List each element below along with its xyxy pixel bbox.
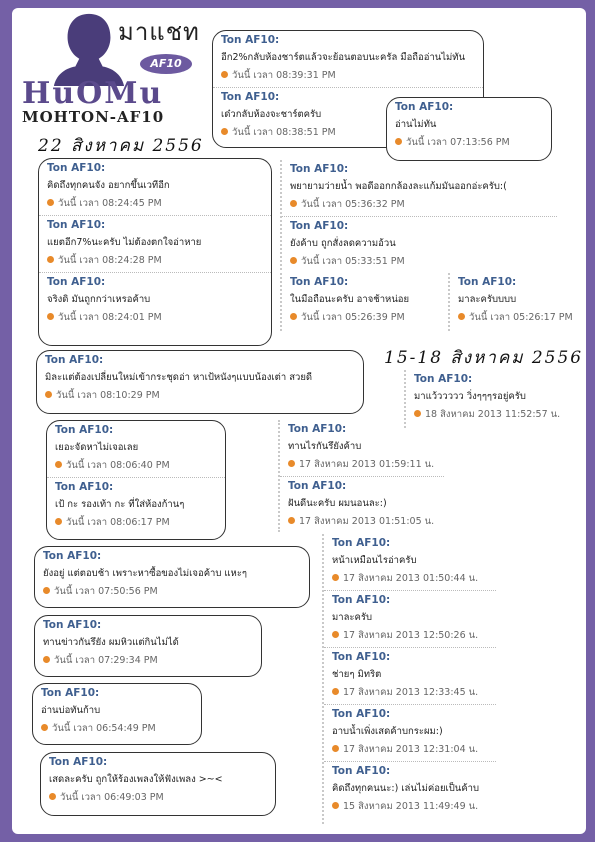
- timestamp: วันนี้ เวลา 08:24:01 PM: [58, 312, 162, 323]
- chat-message: [324, 648, 496, 705]
- timestamp: 17 สิงหาคม 2013 01:59:11 น.: [299, 459, 435, 470]
- timestamp: 17 สิงหาคม 2013 01:51:05 น.: [299, 516, 435, 527]
- username: Ton AF10:: [290, 163, 349, 175]
- message-text: คิดถึงทุกคนจัง อยากขึ้นเวทีอีก: [47, 180, 170, 191]
- chat-message: [324, 762, 496, 818]
- chat-message: [387, 98, 551, 154]
- chat-message: [47, 421, 225, 478]
- username: Ton AF10:: [290, 276, 349, 288]
- chat-group: [32, 683, 202, 745]
- chat-group: [280, 273, 438, 331]
- message-text: มาละครับ: [332, 612, 373, 623]
- message-text: ทานข่าวกันรึยัง ผมหิวแต่กินไม่ได้: [43, 637, 179, 648]
- message-text: ในมือถือนะครับ อาจช้าหน่อย: [290, 294, 410, 305]
- bullet-icon: [290, 313, 297, 320]
- chat-message: [280, 477, 444, 533]
- message-text: เด๋วกลับห้องจะชาร์ตครับ: [221, 109, 322, 120]
- message-text: อาบน้ำเพิ่งเสดค้าบกระผม:): [332, 726, 443, 737]
- bullet-icon: [332, 745, 339, 752]
- chat-message: [213, 31, 483, 88]
- username: Ton AF10:: [332, 537, 391, 549]
- chat-message: [47, 478, 225, 534]
- chat-message: [324, 705, 496, 762]
- message-text: พยายามว่ายน้ำ พอดีออกกล้องละแก้มมันออกอ่ะครับ:(: [290, 181, 507, 192]
- chat-message: [450, 273, 582, 329]
- username: Ton AF10:: [43, 619, 102, 631]
- bullet-icon: [332, 688, 339, 695]
- chat-group: [38, 158, 272, 346]
- timestamp: 15 สิงหาคม 2013 11:49:49 น.: [343, 801, 479, 812]
- username: Ton AF10:: [332, 765, 391, 777]
- username: Ton AF10:: [49, 756, 108, 768]
- bullet-icon: [47, 313, 54, 320]
- timestamp: วันนี้ เวลา 08:24:45 PM: [58, 198, 162, 209]
- chat-message: [324, 534, 496, 591]
- message-text: อ่านบ่อทันก้าบ: [41, 705, 101, 716]
- bullet-icon: [290, 257, 297, 264]
- message-text: ยังอยู่ แต่ตอบช้า เพราะหาซื้อของไม่เจอค้าบ แหะๆ: [43, 568, 248, 579]
- username: Ton AF10:: [41, 687, 100, 699]
- timestamp: วันนี้ เวลา 06:49:03 PM: [60, 792, 164, 803]
- message-text: มาละครับบบบ: [458, 294, 517, 305]
- timestamp: วันนี้ เวลา 05:33:51 PM: [301, 256, 405, 267]
- username: Ton AF10:: [288, 480, 347, 492]
- chat-message: [35, 616, 261, 672]
- logo-sub-text: MOHTON-AF10: [22, 108, 165, 126]
- timestamp: 17 สิงหาคม 2013 12:50:26 น.: [343, 630, 479, 641]
- chat-group: [36, 350, 364, 414]
- bullet-icon: [458, 313, 465, 320]
- username: Ton AF10:: [221, 91, 280, 103]
- username: Ton AF10:: [47, 276, 106, 288]
- chat-message: [406, 370, 578, 426]
- bullet-icon: [49, 793, 56, 800]
- bullet-icon: [43, 587, 50, 594]
- chat-message: [35, 547, 309, 603]
- bullet-icon: [43, 656, 50, 663]
- message-text: คิดถึงทุกคนนะ:) เล่นไม่ค่อยเป็นค้าบ: [332, 783, 480, 794]
- chat-group: [278, 420, 444, 532]
- chat-message: [282, 273, 438, 329]
- message-text: อ่านไม่ทัน: [395, 119, 437, 130]
- message-text: ช่ายๆ มิทริต: [332, 669, 382, 680]
- af10-badge: AF10: [140, 54, 192, 74]
- bullet-icon: [47, 256, 54, 263]
- message-text: อีก2%กลับห้องชาร์ตแล้วจะย้อนตอบนะครัล มือถืออ่านไม่ทัน: [221, 52, 466, 63]
- timestamp: วันนี้ เวลา 07:29:34 PM: [54, 655, 158, 666]
- bullet-icon: [332, 802, 339, 809]
- bullet-icon: [414, 410, 421, 417]
- timestamp: วันนี้ เวลา 06:54:49 PM: [52, 723, 156, 734]
- chat-message: [282, 160, 557, 217]
- username: Ton AF10:: [47, 162, 106, 174]
- timestamp: วันนี้ เวลา 05:26:17 PM: [469, 312, 573, 323]
- chat-message: [39, 216, 271, 273]
- username: Ton AF10:: [395, 101, 454, 113]
- chat-group: [448, 273, 582, 331]
- chat-message: [39, 273, 271, 329]
- chat-group: [322, 534, 496, 824]
- bullet-icon: [55, 518, 62, 525]
- timestamp: วันนี้ เวลา 07:50:56 PM: [54, 586, 158, 597]
- timestamp: วันนี้ เวลา 08:38:51 PM: [232, 127, 336, 138]
- username: Ton AF10:: [332, 651, 391, 663]
- username: Ton AF10:: [43, 550, 102, 562]
- username: Ton AF10:: [288, 423, 347, 435]
- bullet-icon: [288, 517, 295, 524]
- bullet-icon: [41, 724, 48, 731]
- username: Ton AF10:: [458, 276, 517, 288]
- chat-message: [282, 217, 557, 273]
- timestamp: วันนี้ เวลา 08:24:28 PM: [58, 255, 162, 266]
- username: Ton AF10:: [332, 594, 391, 606]
- bullet-icon: [55, 461, 62, 468]
- message-text: แยตอีก7%นะครับ ไม่ต้องตกใจอ่าหาย: [47, 237, 202, 248]
- username: Ton AF10:: [332, 708, 391, 720]
- timestamp: วันนี้ เวลา 07:13:56 PM: [406, 137, 510, 148]
- chat-group: [40, 752, 276, 816]
- date-label-15-18: 15-18 สิงหาคม 2556: [384, 348, 584, 368]
- chat-group: [46, 420, 226, 540]
- chat-message: [37, 351, 363, 407]
- message-text: เยอะจัดหาไม่เจอเลย: [55, 442, 139, 453]
- username: Ton AF10:: [55, 424, 114, 436]
- timestamp: วันนี้ เวลา 08:06:40 PM: [66, 460, 170, 471]
- username: Ton AF10:: [221, 34, 280, 46]
- bullet-icon: [395, 138, 402, 145]
- timestamp: 18 สิงหาคม 2013 11:52:57 น.: [425, 409, 561, 420]
- message-text: หน้าเหมือนไรอ่าครับ: [332, 555, 417, 566]
- bullet-icon: [288, 460, 295, 467]
- timestamp: 17 สิงหาคม 2013 12:31:04 น.: [343, 744, 479, 755]
- message-text: เสดละครับ ถูกให้ร้องเพลงให้ฟังเพลง >~<: [49, 774, 223, 785]
- message-text: จริงดิ มันถูกกว่าเหรอค้าบ: [47, 294, 151, 305]
- chat-message: [39, 159, 271, 216]
- chat-group: [34, 615, 262, 677]
- timestamp: วันนี้ เวลา 08:10:29 PM: [56, 390, 160, 401]
- timestamp: วันนี้ เวลา 05:36:32 PM: [301, 199, 405, 210]
- username: Ton AF10:: [55, 481, 114, 493]
- message-text: มิละแต่ต้องเปลี่ยนใหม่เข้ากระชุดอ่า หาเป้หนังๆแบบน้องเต่า สวยดี: [45, 372, 313, 383]
- chat-group: [386, 97, 552, 161]
- username: Ton AF10:: [290, 220, 349, 232]
- message-text: ฝันดีนะครับ ผมนอนละ:): [288, 498, 387, 509]
- timestamp: 17 สิงหาคม 2013 12:33:45 น.: [343, 687, 479, 698]
- profile-silhouette-icon: [50, 8, 128, 86]
- message-text: ยังค้าบ ถูกสั่งลดความอ้วน: [290, 238, 396, 249]
- timestamp: วันนี้ เวลา 08:06:17 PM: [66, 517, 170, 528]
- logo-title: มาแชท: [118, 18, 200, 46]
- bullet-icon: [290, 200, 297, 207]
- bullet-icon: [221, 128, 228, 135]
- date-label-22: 22 สิงหาคม 2556: [38, 136, 204, 156]
- username: Ton AF10:: [414, 373, 473, 385]
- timestamp: 17 สิงหาคม 2013 01:50:44 น.: [343, 573, 479, 584]
- username: Ton AF10:: [47, 219, 106, 231]
- bullet-icon: [47, 199, 54, 206]
- chat-message: [33, 684, 201, 740]
- message-text: เป้ กะ รองเท้า กะ ที่ใส่ห้องก้านๆ: [55, 499, 185, 510]
- chat-message: [41, 753, 275, 809]
- message-text: ทานไรกันรึยังค้าบ: [288, 441, 362, 452]
- message-text: มาแว้ววววว วิ่งๆๆๆรอยู่ครับ: [414, 391, 526, 402]
- chat-message: [280, 420, 444, 477]
- logo-main-text: HuOMu: [22, 76, 164, 111]
- bullet-icon: [221, 71, 228, 78]
- timestamp: วันนี้ เวลา 05:26:39 PM: [301, 312, 405, 323]
- username: Ton AF10:: [45, 354, 104, 366]
- bullet-icon: [332, 631, 339, 638]
- bullet-icon: [332, 574, 339, 581]
- bullet-icon: [45, 391, 52, 398]
- chat-message: [324, 591, 496, 648]
- timestamp: วันนี้ เวลา 08:39:31 PM: [232, 70, 336, 81]
- chat-group: [34, 546, 310, 608]
- chat-group: [280, 160, 557, 270]
